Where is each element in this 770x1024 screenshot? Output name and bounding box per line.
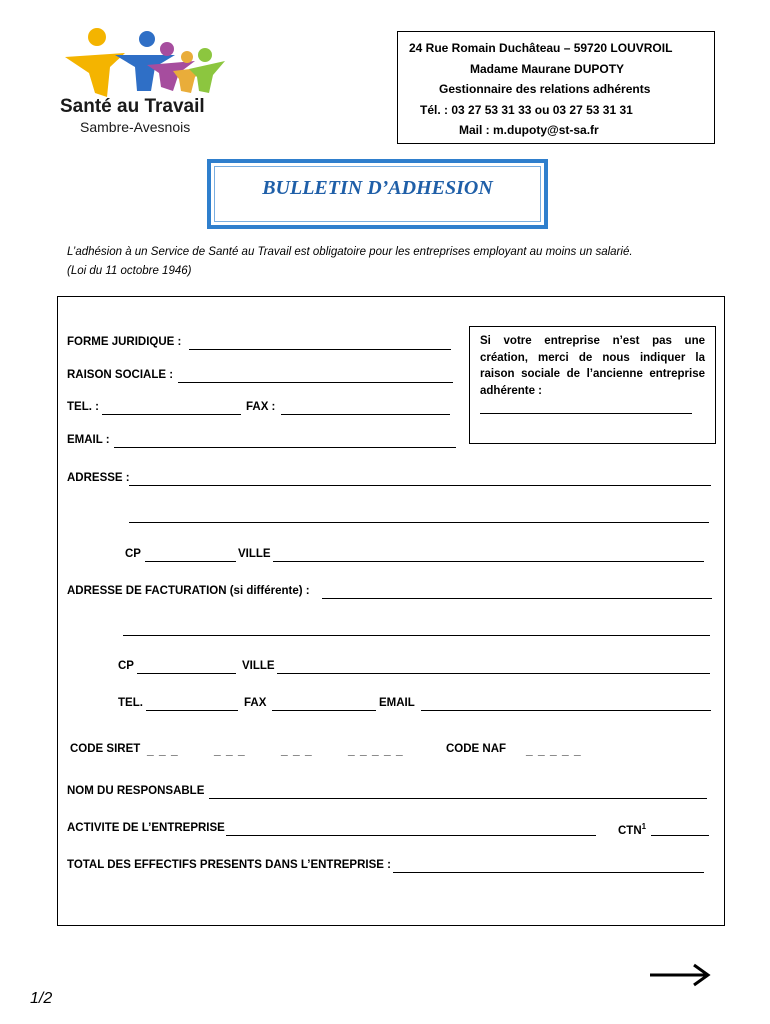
siret-group-2[interactable]: _ _ _ — [214, 743, 246, 757]
siret-label: CODE SIRET — [70, 743, 141, 755]
raison-sociale-label: RAISON SOCIALE : — [67, 369, 174, 381]
tel-field[interactable] — [102, 414, 241, 415]
cp-label-2: CP — [118, 660, 134, 672]
email-field-2[interactable] — [421, 710, 711, 711]
adresse-facturation-field-2[interactable] — [123, 635, 710, 636]
siret-group-1[interactable]: _ _ _ — [147, 743, 179, 757]
previous-company-box — [469, 326, 716, 444]
page-title: BULLETIN D’ADHESION — [262, 177, 493, 199]
adresse-field-1[interactable] — [129, 485, 711, 486]
intro-line-1: L’adhésion à un Service de Santé au Travail est obligatoire pour les entreprises employant au moins un salarié. — [67, 246, 633, 258]
title-box — [207, 159, 548, 229]
ville-label-1: VILLE — [238, 548, 271, 560]
fax-label-2: FAX — [244, 697, 267, 709]
arrow-right-icon[interactable] — [648, 962, 712, 988]
adresse-label: ADRESSE : — [67, 472, 130, 484]
email-label-2: EMAIL — [379, 697, 415, 709]
fax-label: FAX : — [246, 401, 276, 413]
ctn-field[interactable] — [651, 835, 709, 836]
ville-label-2: VILLE — [242, 660, 275, 672]
activite-label: ACTIVITE DE L’ENTREPRISE — [67, 822, 225, 834]
email-label: EMAIL : — [67, 434, 110, 446]
logo-subtitle: Sambre-Avesnois — [80, 119, 191, 135]
effectifs-field[interactable] — [393, 872, 704, 873]
logo-name: Santé au Travail — [60, 96, 205, 117]
contact-name: Madame Maurane DUPOTY — [470, 61, 625, 76]
cp-field-1[interactable] — [145, 561, 236, 562]
cp-label-1: CP — [125, 548, 141, 560]
previous-company-field[interactable] — [480, 413, 692, 414]
contact-tel: Tél. : 03 27 53 31 33 ou 03 27 53 31 31 — [420, 102, 633, 117]
fax-field-2[interactable] — [272, 710, 376, 711]
naf-field[interactable]: _ _ _ _ _ — [526, 743, 582, 757]
ville-field-2[interactable] — [277, 673, 710, 674]
effectifs-label: TOTAL DES EFFECTIFS PRESENTS DANS L’ENTREPRISE : — [67, 859, 391, 871]
activite-field[interactable] — [226, 835, 596, 836]
ctn-footnote-ref: 1 — [641, 822, 647, 831]
ville-field-1[interactable] — [273, 561, 704, 562]
raison-sociale-field[interactable] — [178, 382, 453, 383]
intro-text — [67, 243, 717, 281]
intro-line-2: (Loi du 11 octobre 1946) — [67, 265, 192, 277]
fax-field[interactable] — [281, 414, 450, 415]
page-number: 1/2 — [30, 990, 53, 1007]
contact-address: 24 Rue Romain Duchâteau – 59720 LOUVROIL — [409, 41, 673, 55]
adresse-facturation-field-1[interactable] — [322, 598, 712, 599]
email-field[interactable] — [114, 447, 456, 448]
siret-group-3[interactable]: _ _ _ — [281, 743, 313, 757]
contact-box — [397, 31, 715, 144]
tel-label: TEL. : — [67, 401, 99, 413]
forme-juridique-label: FORME JURIDIQUE : — [67, 336, 182, 348]
ctn-label — [618, 822, 646, 837]
adresse-field-2[interactable] — [129, 522, 709, 523]
naf-label: CODE NAF — [446, 743, 507, 755]
adresse-facturation-label: ADRESSE DE FACTURATION (si différente) : — [67, 585, 310, 597]
cp-field-2[interactable] — [137, 673, 236, 674]
ctn-label-text: CTN — [618, 824, 642, 837]
previous-company-text: Si votre entreprise n’est pas une création, merci de nous indiquer la raison sociale de l’ancienne entreprise adhérente : — [480, 335, 705, 397]
responsable-label: NOM DU RESPONSABLE — [67, 785, 205, 797]
contact-role: Gestionnaire des relations adhérents — [439, 82, 651, 96]
tel-field-2[interactable] — [146, 710, 238, 711]
responsable-field[interactable] — [209, 798, 707, 799]
tel-label-2: TEL. — [118, 697, 143, 709]
siret-group-4[interactable]: _ _ _ _ _ — [348, 743, 404, 757]
contact-mail: Mail : m.dupoty@st-sa.fr — [459, 123, 599, 137]
forme-juridique-field[interactable] — [189, 349, 451, 350]
